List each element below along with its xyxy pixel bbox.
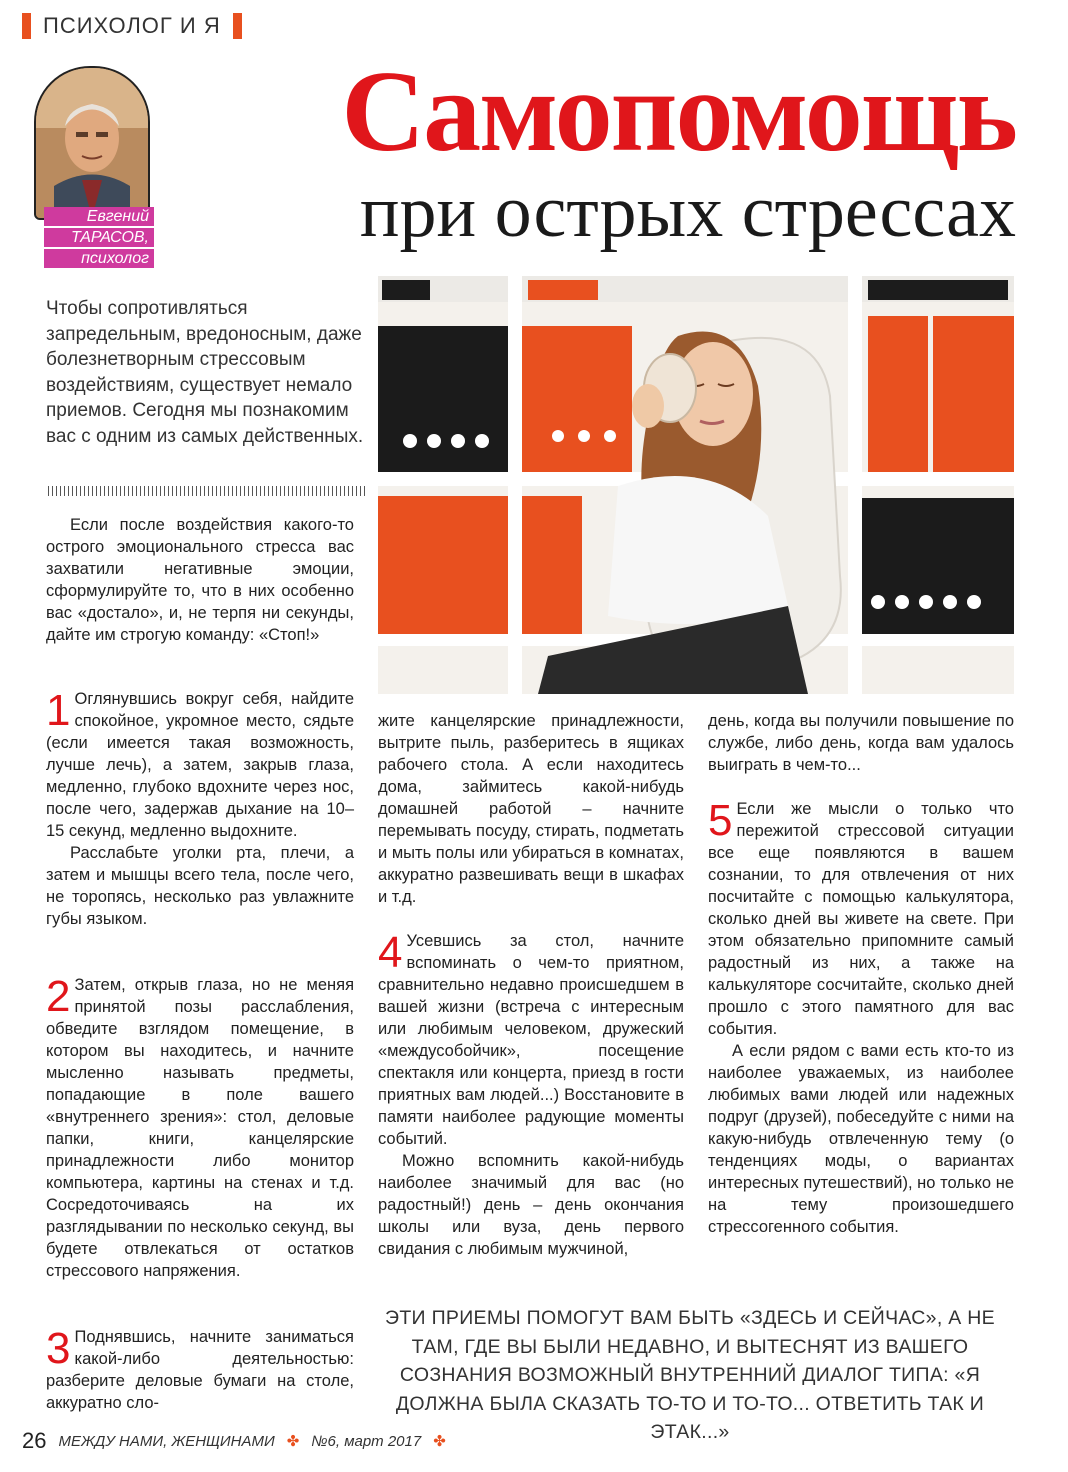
- step-2: [46, 974, 354, 1282]
- page-number: 26: [22, 1428, 47, 1453]
- issue-info: №6, март 2017: [311, 1432, 422, 1450]
- article-lead: Чтобы сопротивляться запредельным, вредоносным, даже болезнетворным стрессовым воздействиям, существует немало приемов. Сегодня мы познакомим вас с одним из самых действенных.: [46, 298, 364, 447]
- step-text: А если рядом с вами есть кто-то из наиболее уважаемых, из наиболее любимых вами людей или надежных подруг (друзей), побеседуйте с ними на какую-нибудь отвлеченную тему (о тенденциях моды, о вариантах интересных путешествий), но только не на тему произошедшего стрессогенного события.: [708, 1042, 1014, 1236]
- step-text: Поднявшись, начните заниматься какой-либо деятельностью: разберите деловые бумаги на столе, аккуратно сло-: [46, 1328, 354, 1412]
- intro-paragraph: Если после воздействия какого-то острого эмоционального стресса вас захватили негативные эмоции, сформулируйте то, что в них особенно вас «достало», и, не терпя ни секунды, дайте им строгую команду: «Стоп!»: [46, 516, 354, 644]
- step-number: 4: [378, 928, 403, 977]
- column-1: [46, 514, 354, 646]
- lead-divider: [48, 486, 366, 496]
- author-last-name: ТАРАСОВ,: [44, 228, 154, 247]
- step-text: Расслабьте уголки рта, плечи, а затем и мышцы всего тела, после чего, не торопясь, несколько раз увлажните губы языком.: [46, 844, 354, 928]
- section-label: ПСИХОЛОГ И Я: [43, 13, 221, 38]
- section-header: [22, 12, 242, 40]
- article-title: Самопомощь: [341, 48, 1016, 176]
- author-role: психолог: [44, 249, 154, 268]
- step-text: Можно вспомнить какой-нибудь наиболее значимый для вас (но радостный!) день – день окончания школы или вуза, день первого свидания с любимым мужчиной,: [378, 1152, 684, 1258]
- publication-name: МЕЖДУ НАМИ, ЖЕНЩИНАМИ: [58, 1432, 275, 1450]
- step-text: Оглянувшись вокруг себя, найдите спокойное, укромное место, сядьте (если имеется такая возможность, лучше лечь), а затем, закрыв глаза, медленно, глубоко вдохните через нос, после чего, задержав дыхание на 10–15 секунд, медленно выдохните.: [46, 690, 354, 840]
- step-number: 2: [46, 972, 71, 1021]
- section-bar-right: [233, 13, 242, 39]
- author-first-name: Евгений: [44, 207, 154, 226]
- step-number: 3: [46, 1324, 71, 1373]
- clover-icon: ✤: [286, 1433, 300, 1450]
- step-4: [378, 930, 684, 1260]
- step-4-continued: [708, 710, 1014, 776]
- step-text: жите канцелярские принадлежности, вытрите пыль, разберитесь в ящиках рабочего стола. А если находитесь дома, займитесь какой-нибудь домашней работой – начните перемывать посуду, стирать, подметать и мыть полы или убираться в комнатах, аккуратно развешивать вещи в шкафах и т.д.: [378, 712, 684, 906]
- step-1: [46, 688, 354, 930]
- step-3-continued: [378, 710, 684, 908]
- page-footer: [22, 1428, 446, 1454]
- step-number: 5: [708, 796, 733, 845]
- step-text: Если же мысли о только что пережитой стрессовой ситуации все еще появляются в вашем сознании, то для отвлечения от них посчитайте с помощью калькулятора, сколько дней вы живете на свете. При этом обязательно припомните самый радостный из них, а также на калькуляторе сосчитайте, сколько дней прошло с этого памятного для вас события.: [708, 800, 1014, 1038]
- step-text: Усевшись за стол, начните вспоминать о чем-то приятном, сравнительно недавно происшедшем в вашей жизни (встреча с интересным или любимым человеком, дружеский «междусобойчик», посещение спектакля или концерта, приезд в гости приятных вам людей...) Восстановите в памяти наиболее радующие моменты событий.: [378, 932, 684, 1148]
- clover-icon: ✤: [433, 1433, 446, 1450]
- step-text: Затем, открыв глаза, но не меняя принятой позы расслабления, обведите взглядом помещение, в котором вы находитесь, и начните мысленно называть предметы, попадающие в поле вашего «внутреннего зрения»: стол, деловые папки, книги, канцелярские принадлежности либо монитор компьютера, картины на стенах и т.д. Сосредоточиваясь на их разглядывании по несколько секунд, вы будете отвлекаться от остатков стрессового напряжения.: [46, 976, 354, 1280]
- step-3: [46, 1326, 354, 1414]
- article-subtitle: при острых стрессах: [359, 171, 1016, 253]
- step-5: [708, 798, 1014, 1238]
- section-bar-left: [22, 13, 31, 39]
- author-portrait: [34, 66, 150, 220]
- article-photo: [378, 276, 1014, 694]
- author-caption: [44, 207, 154, 270]
- step-text: день, когда вы получили повышение по службе, либо день, когда вам удалось выиграть в чем-то...: [708, 712, 1014, 774]
- step-number: 1: [46, 686, 71, 735]
- pull-quote: ЭТИ ПРИЕМЫ ПОМОГУТ ВАМ БЫТЬ «ЗДЕСЬ И СЕЙЧАС», А НЕ ТАМ, ГДЕ ВЫ БЫЛИ НЕДАВНО, И ВЫТЕСНЯТ ИЗ ВАШЕГО СОЗНАНИЯ ВОЗМОЖНЫЙ ВНУТРЕННИЙ ДИАЛОГ ТИПА: «Я ДОЛЖНА БЫЛА СКАЗАТЬ ТО-ТО И ТО-ТО... ОТВЕТИТЬ ТАК И ЭТАК...»: [385, 1307, 995, 1443]
